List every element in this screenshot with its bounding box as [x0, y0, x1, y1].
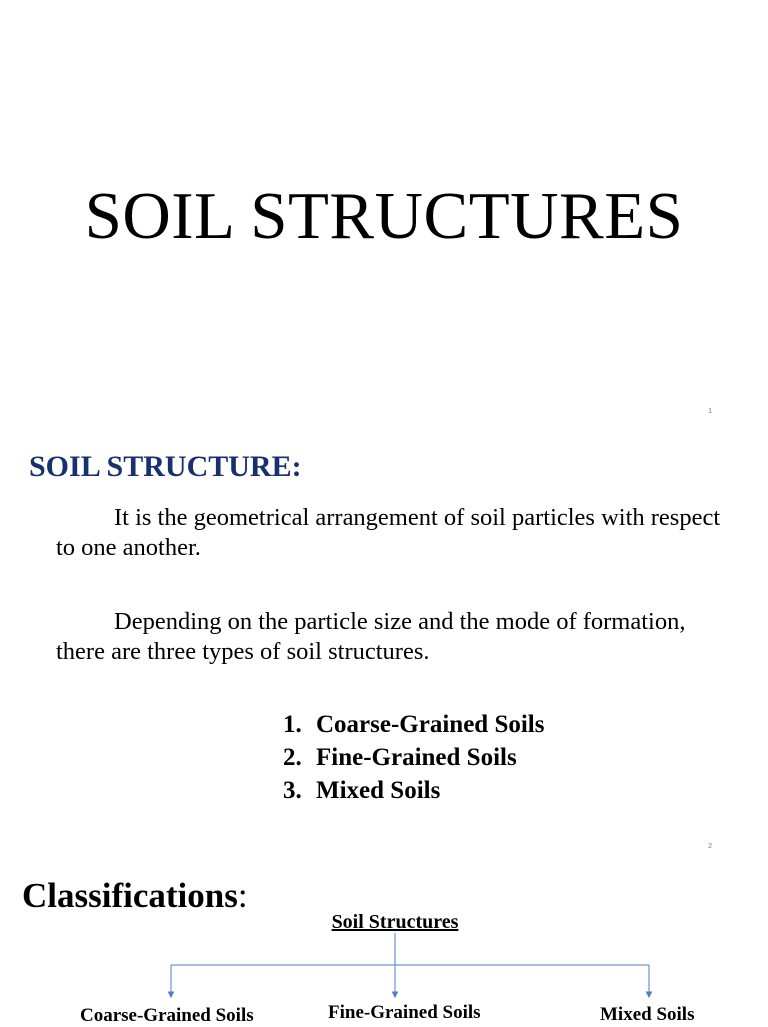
- arrowhead-mixed: [647, 992, 652, 997]
- list-label: Coarse-Grained Soils: [316, 711, 545, 738]
- slide-classifications: [0, 860, 768, 1024]
- tree-root-label: Soil Structures: [331, 911, 459, 933]
- list-item: [283, 708, 544, 741]
- definition-text: It is the geometrical arrangement of soil particles with respect to one another.: [56, 504, 721, 561]
- arrowhead-fine: [393, 992, 398, 997]
- list-item: [283, 774, 544, 807]
- main-title: SOIL STRUCTURES: [84, 179, 684, 253]
- slide-definition: [0, 430, 768, 860]
- list-label: Fine-Grained Soils: [316, 744, 517, 771]
- types-text: Depending on the particle size and the mode of formation, there are three types of soil structures.: [56, 608, 686, 665]
- list-number: 2.: [283, 744, 302, 771]
- slide-title: [0, 0, 768, 430]
- tree-child-mixed: Mixed Soils: [600, 1004, 695, 1025]
- list-item: [283, 741, 544, 774]
- tree-child-fine: Fine-Grained Soils: [328, 1002, 481, 1023]
- soil-types-list: [283, 708, 544, 807]
- page-number: 2: [708, 843, 712, 850]
- page-number: 1: [708, 408, 712, 415]
- title-colon: :: [237, 876, 248, 915]
- tree-child-coarse: Coarse-Grained Soils: [80, 1005, 254, 1026]
- list-label: Mixed Soils: [316, 777, 441, 804]
- list-number: 3.: [283, 777, 302, 804]
- arrowhead-coarse: [169, 992, 174, 997]
- list-number: 1.: [283, 711, 302, 738]
- definition-paragraph: [56, 503, 736, 563]
- section-heading: SOIL STRUCTURE:: [29, 450, 302, 483]
- classifications-title-text: Classifications: [22, 876, 238, 915]
- types-paragraph: [56, 607, 736, 667]
- tree-connectors: [0, 860, 768, 1024]
